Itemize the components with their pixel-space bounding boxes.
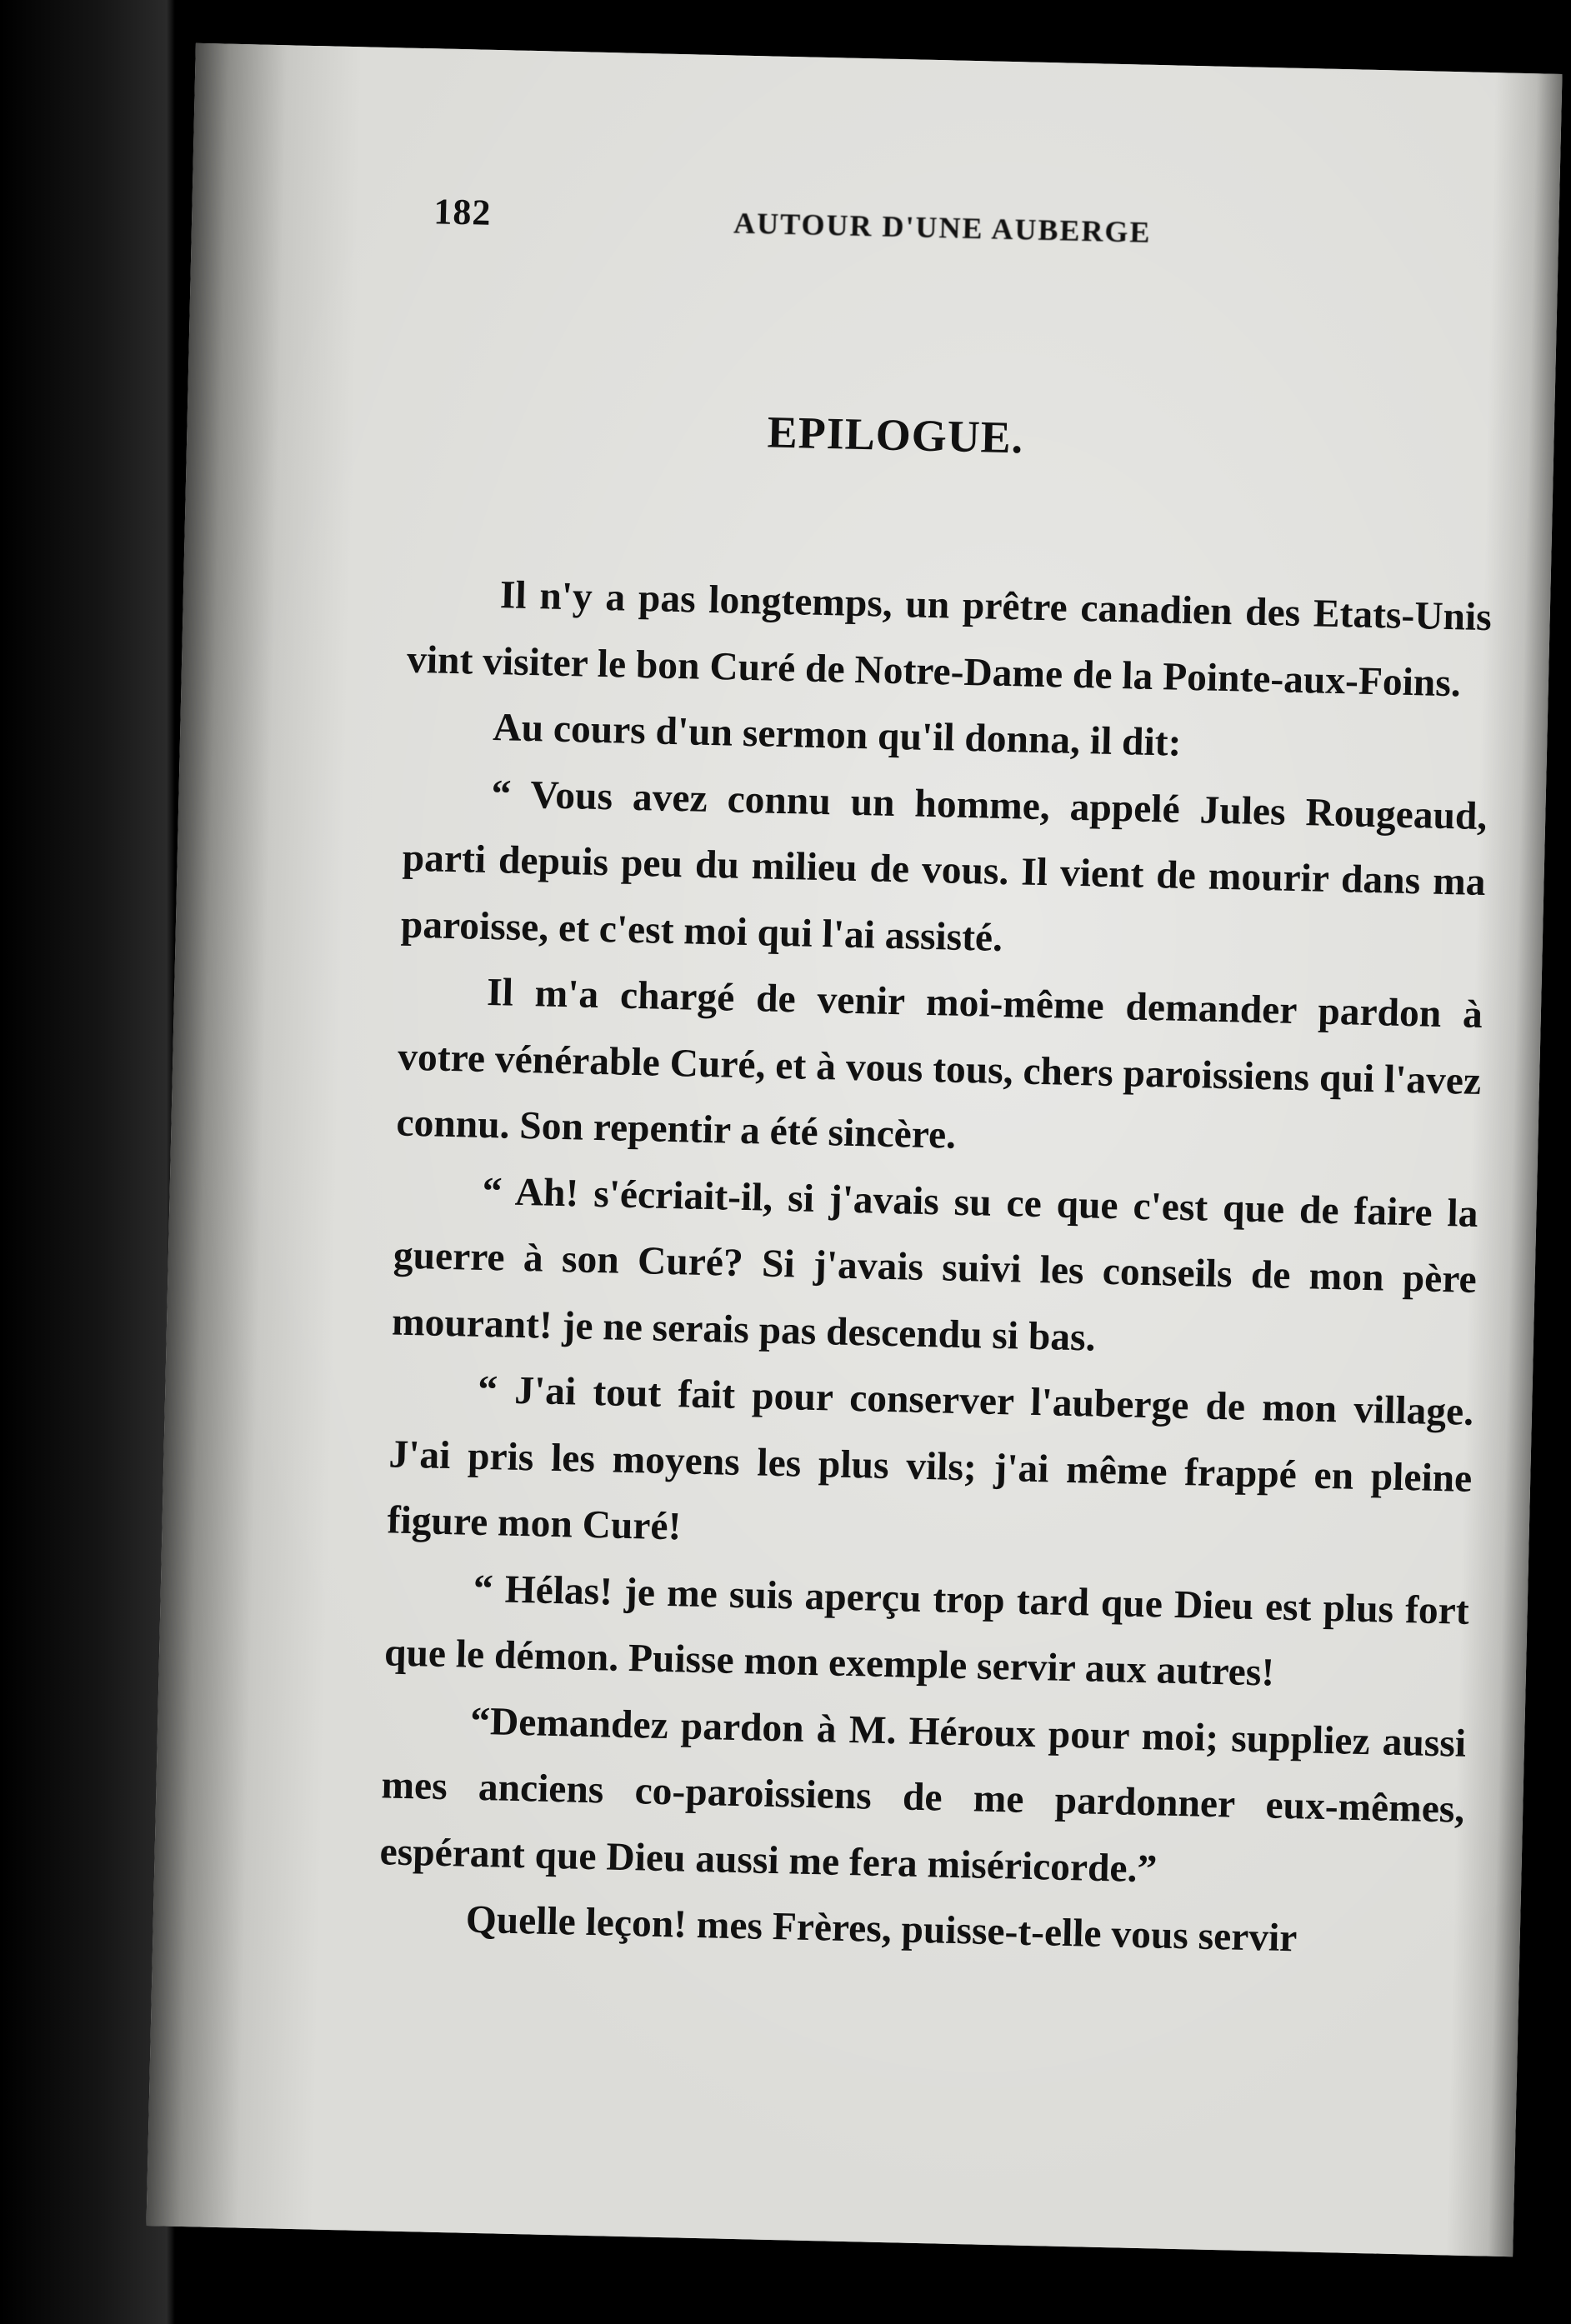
page-content [146,43,1562,2257]
book-page [146,43,1562,2257]
paragraph: Il m'a chargé de venir moi-même demander pardon à votre vénérable Curé, et à vous tous, chers paroissiens qui l'avez connu. Son repentir a été sincère. [396,970,1483,1157]
paragraph: Quelle leçon! mes Frères, puisse-t-elle vous servir [465,1897,1298,1961]
paragraph: “ Hélas! je me suis aperçu trop tard que Dieu est plus fort que le démon. Puisse mon exemple servir aux autres! [383,1567,1470,1695]
paragraph: Il n'y a pas longtemps, un prêtre canadien des Etats-Unis vint visiter le bon Curé de Notre-Dame de la Pointe-aux-Foins. [406,573,1493,705]
running-head [192,185,1559,266]
paragraph: “ J'ai tout fait pour conserver l'auberge de mon village. J'ai pris les moyens les plus vils; j'ai même frappé en pleine figure mon Curé! [387,1367,1474,1549]
body-text [378,561,1493,1977]
paragraph: “ Vous avez connu un homme, appelé Jules Rougeaud, parti depuis peu du milieu de vous. Il vient de mourir dans ma paroisse, et c'est moi qui l'ai assisté. [400,772,1488,960]
paragraph: “Demandez pardon à M. Héroux pour moi; suppliez aussi mes anciens co-paroissiens de me pardonner eux-mêmes, espérant que Dieu aussi me fera miséricorde.” [379,1699,1467,1891]
paragraph: “ Ah! s'écriait-il, si j'avais su ce que c'est que de faire la guerre à son Curé? Si j'avais suivi les conseils de mon père mourant! je ne serais pas descendu si bas. [391,1169,1479,1360]
running-title: AUTOUR D'UNE AUBERGE [733,206,1152,249]
chapter-title: EPILOGUE. [767,407,1024,463]
page-number: 182 [433,191,492,233]
paragraph: Au cours d'un sermon qu'il donna, il dit: [492,706,1182,765]
book-spine-shadow [0,0,175,2324]
